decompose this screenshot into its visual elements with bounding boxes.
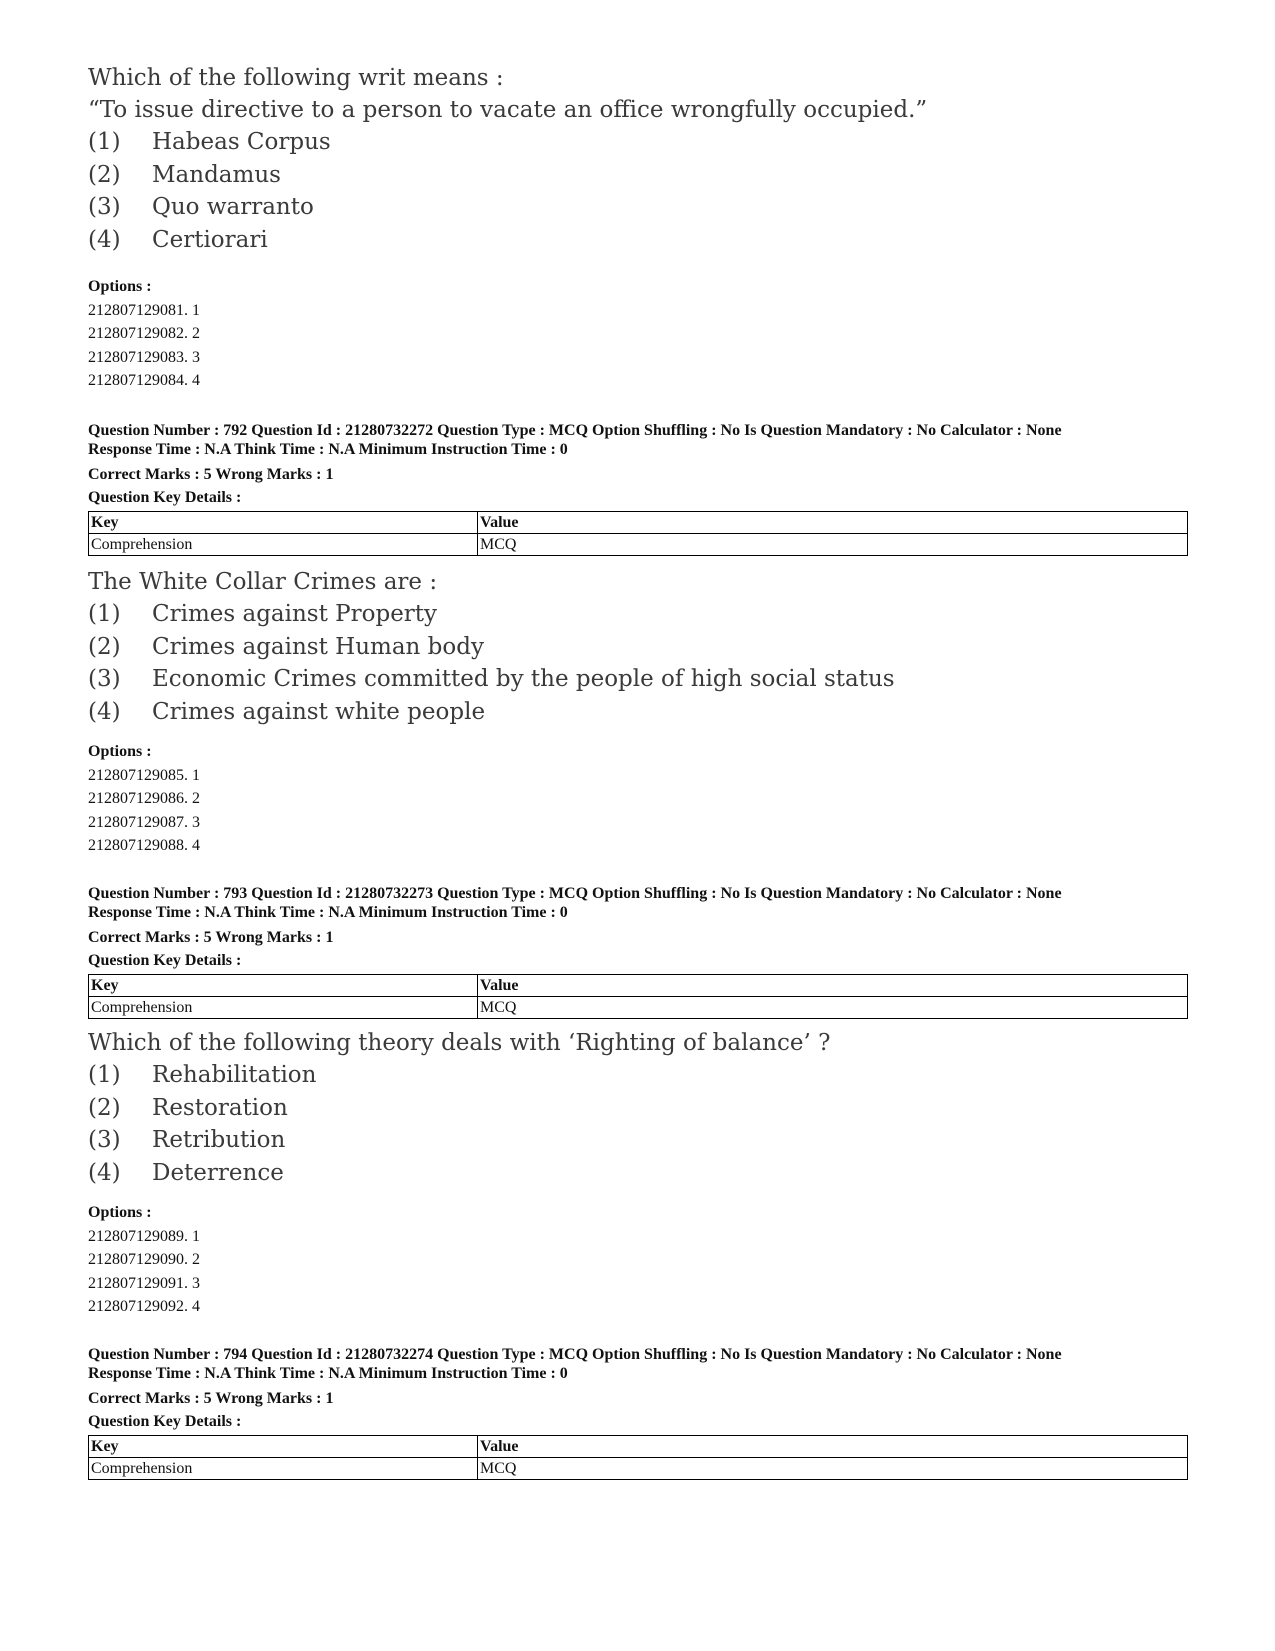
question-793-meta bbox=[88, 884, 1188, 972]
choice-3: (3) Quo warranto bbox=[88, 194, 314, 221]
options-label: Options : bbox=[88, 743, 152, 760]
option-item: 212807129087. 3 bbox=[88, 813, 200, 831]
choice-2: (2) Restoration bbox=[88, 1094, 288, 1121]
table-header-value: Value bbox=[478, 512, 1188, 534]
question-stem-quote: “To issue directive to a person to vacate an office wrongfully occupied.” bbox=[88, 97, 928, 123]
choice-3: (3) Retribution bbox=[88, 1127, 286, 1154]
choice-3: (3) Economic Crimes committed by the people of high social status bbox=[88, 666, 895, 693]
table-cell-key: Comprehension bbox=[89, 534, 478, 556]
question-stem: Which of the following theory deals with ‘Righting of balance’ ? bbox=[88, 1030, 831, 1056]
choice-1: (1) Crimes against Property bbox=[88, 601, 438, 628]
choice-4: (4) Certiorari bbox=[88, 226, 268, 253]
options-label: Options : bbox=[88, 278, 152, 295]
table-cell-value: MCQ bbox=[478, 997, 1188, 1019]
table-header-key: Key bbox=[89, 975, 478, 997]
choice-1: (1) Rehabilitation bbox=[88, 1062, 317, 1089]
table-cell-value: MCQ bbox=[478, 534, 1188, 556]
question-792-meta bbox=[88, 421, 1188, 509]
table-header-key: Key bbox=[89, 512, 478, 534]
table-header-value: Value bbox=[478, 1436, 1188, 1458]
table-cell-value: MCQ bbox=[478, 1458, 1188, 1480]
key-details-label: Question Key Details : bbox=[88, 952, 242, 969]
question-793-image bbox=[88, 1027, 830, 1189]
question-stem: The White Collar Crimes are : bbox=[88, 569, 438, 595]
option-item: 212807129085. 1 bbox=[88, 766, 200, 784]
options-list-791 bbox=[88, 275, 200, 393]
option-item: 212807129090. 2 bbox=[88, 1251, 200, 1268]
question-792-image bbox=[88, 566, 895, 728]
key-details-label: Question Key Details : bbox=[88, 489, 242, 506]
meta-line: Question Number : 792 Question Id : 21280732272 Question Type : MCQ Option Shuffling : No Is Question Mandatory : No Calculator : None bbox=[88, 422, 1062, 439]
meta-line: Response Time : N.A Think Time : N.A Minimum Instruction Time : 0 bbox=[88, 1365, 568, 1382]
option-item: 212807129089. 1 bbox=[88, 1227, 200, 1245]
question-794-meta bbox=[88, 1345, 1188, 1433]
meta-line: Response Time : N.A Think Time : N.A Minimum Instruction Time : 0 bbox=[88, 441, 568, 458]
option-item: 212807129084. 4 bbox=[88, 372, 200, 389]
marks-line: Correct Marks : 5 Wrong Marks : 1 bbox=[88, 929, 334, 946]
meta-line: Question Number : 793 Question Id : 21280732273 Question Type : MCQ Option Shuffling : No Is Question Mandatory : No Calculator : None bbox=[88, 885, 1062, 902]
key-value-table-793 bbox=[88, 974, 1188, 1019]
choice-4: (4) Crimes against white people bbox=[88, 698, 486, 725]
question-stem: Which of the following writ means : bbox=[88, 65, 504, 91]
table-header-value: Value bbox=[478, 975, 1188, 997]
choice-2: (2) Mandamus bbox=[88, 161, 281, 188]
choice-2: (2) Crimes against Human body bbox=[88, 633, 484, 660]
marks-line: Correct Marks : 5 Wrong Marks : 1 bbox=[88, 466, 334, 483]
option-item: 212807129086. 2 bbox=[88, 790, 200, 807]
options-label: Options : bbox=[88, 1204, 152, 1221]
option-item: 212807129081. 1 bbox=[88, 301, 200, 319]
options-list-793 bbox=[88, 1201, 200, 1319]
option-item: 212807129083. 3 bbox=[88, 348, 200, 366]
key-value-table-792 bbox=[88, 511, 1188, 556]
table-header-key: Key bbox=[89, 1436, 478, 1458]
key-details-label: Question Key Details : bbox=[88, 1413, 242, 1430]
option-item: 212807129092. 4 bbox=[88, 1298, 200, 1315]
question-791-image bbox=[88, 62, 927, 256]
options-list-792 bbox=[88, 740, 200, 858]
table-cell-key: Comprehension bbox=[89, 1458, 478, 1480]
meta-line: Question Number : 794 Question Id : 21280732274 Question Type : MCQ Option Shuffling : No Is Question Mandatory : No Calculator : None bbox=[88, 1346, 1062, 1363]
choice-4: (4) Deterrence bbox=[88, 1159, 284, 1186]
option-item: 212807129091. 3 bbox=[88, 1274, 200, 1292]
marks-line: Correct Marks : 5 Wrong Marks : 1 bbox=[88, 1390, 334, 1407]
key-value-table-794 bbox=[88, 1435, 1188, 1480]
table-cell-key: Comprehension bbox=[89, 997, 478, 1019]
choice-1: (1) Habeas Corpus bbox=[88, 129, 331, 156]
meta-line: Response Time : N.A Think Time : N.A Minimum Instruction Time : 0 bbox=[88, 904, 568, 921]
option-item: 212807129088. 4 bbox=[88, 837, 200, 854]
option-item: 212807129082. 2 bbox=[88, 325, 200, 342]
